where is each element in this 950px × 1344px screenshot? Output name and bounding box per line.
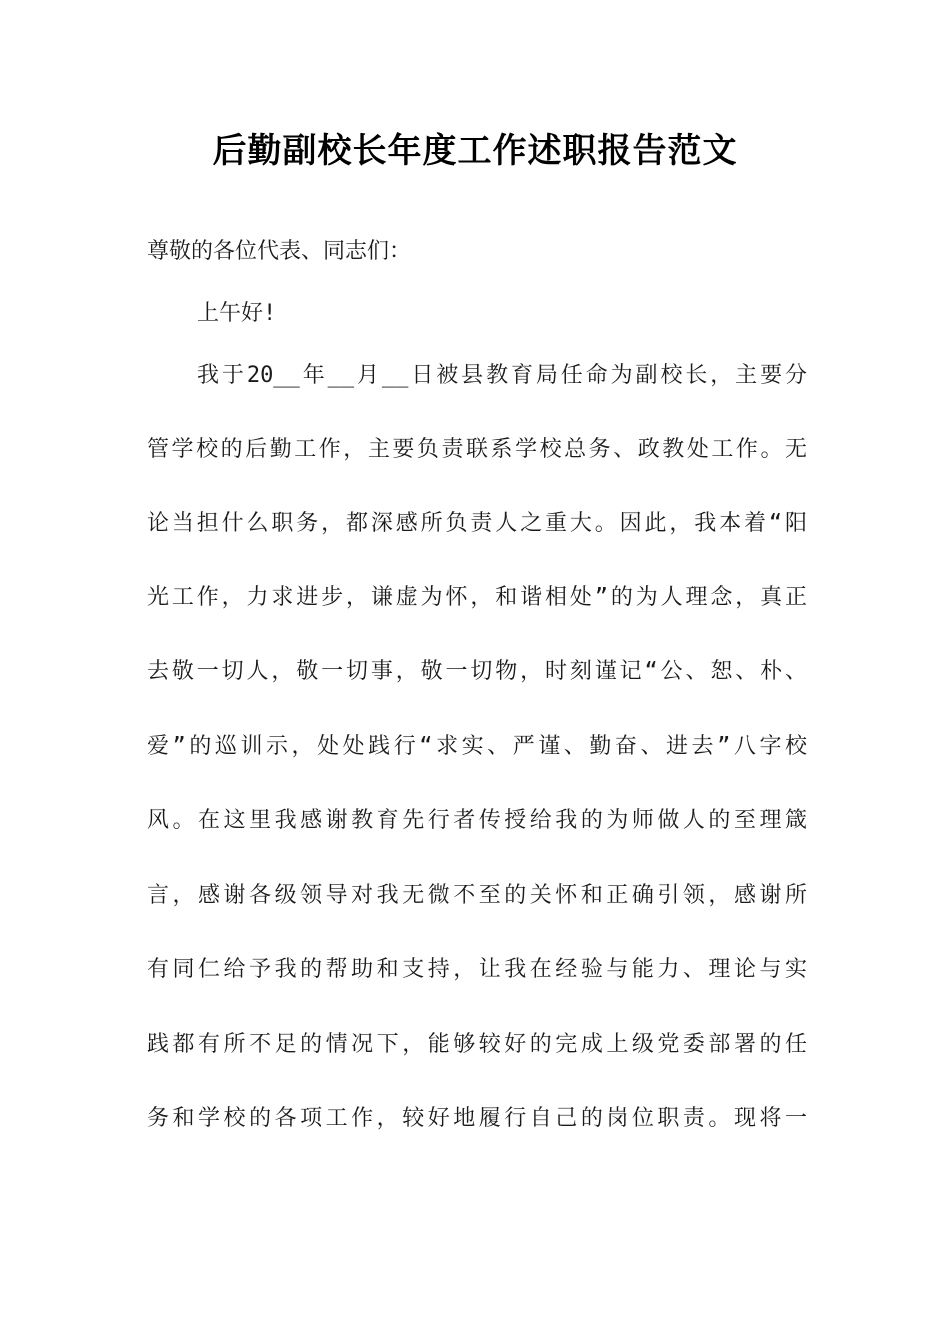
body-line: 言，感谢各级领导对我无微不至的关怀和正确引领，感谢所	[147, 883, 807, 908]
body-line: 我于20__年__月__日被县教育局任命为副校长，主要分	[197, 363, 807, 388]
body-line: 爱”的巡训示，处处践行“求实、严谨、勤奋、进去”八字校	[147, 734, 807, 759]
body-line: 风。在这里我感谢教育先行者传授给我的为师做人的至理箴	[147, 808, 807, 833]
greeting-line: 上午好!	[197, 301, 277, 326]
document-title: 后勤副校长年度工作述职报告范文	[212, 131, 738, 171]
body-line: 管学校的后勤工作，主要负责联系学校总务、政教处工作。无	[147, 437, 807, 462]
body-line: 论当担什么职务，都深感所负责人之重大。因此，我本着“阳	[147, 511, 807, 536]
salutation-line: 尊敬的各位代表、同志们：	[147, 239, 412, 264]
body-line: 去敬一切人，敬一切事，敬一切物，时刻谨记“公、恕、朴、	[147, 659, 807, 684]
body-line: 有同仁给予我的帮助和支持，让我在经验与能力、理论与实	[147, 957, 807, 982]
body-line: 务和学校的各项工作，较好地履行自己的岗位职责。现将一	[147, 1106, 807, 1131]
body-line: 光工作，力求进步，谦虚为怀，和谐相处”的为人理念，真正	[147, 585, 807, 610]
body-line: 践都有所不足的情况下，能够较好的完成上级党委部署的任	[147, 1032, 807, 1057]
